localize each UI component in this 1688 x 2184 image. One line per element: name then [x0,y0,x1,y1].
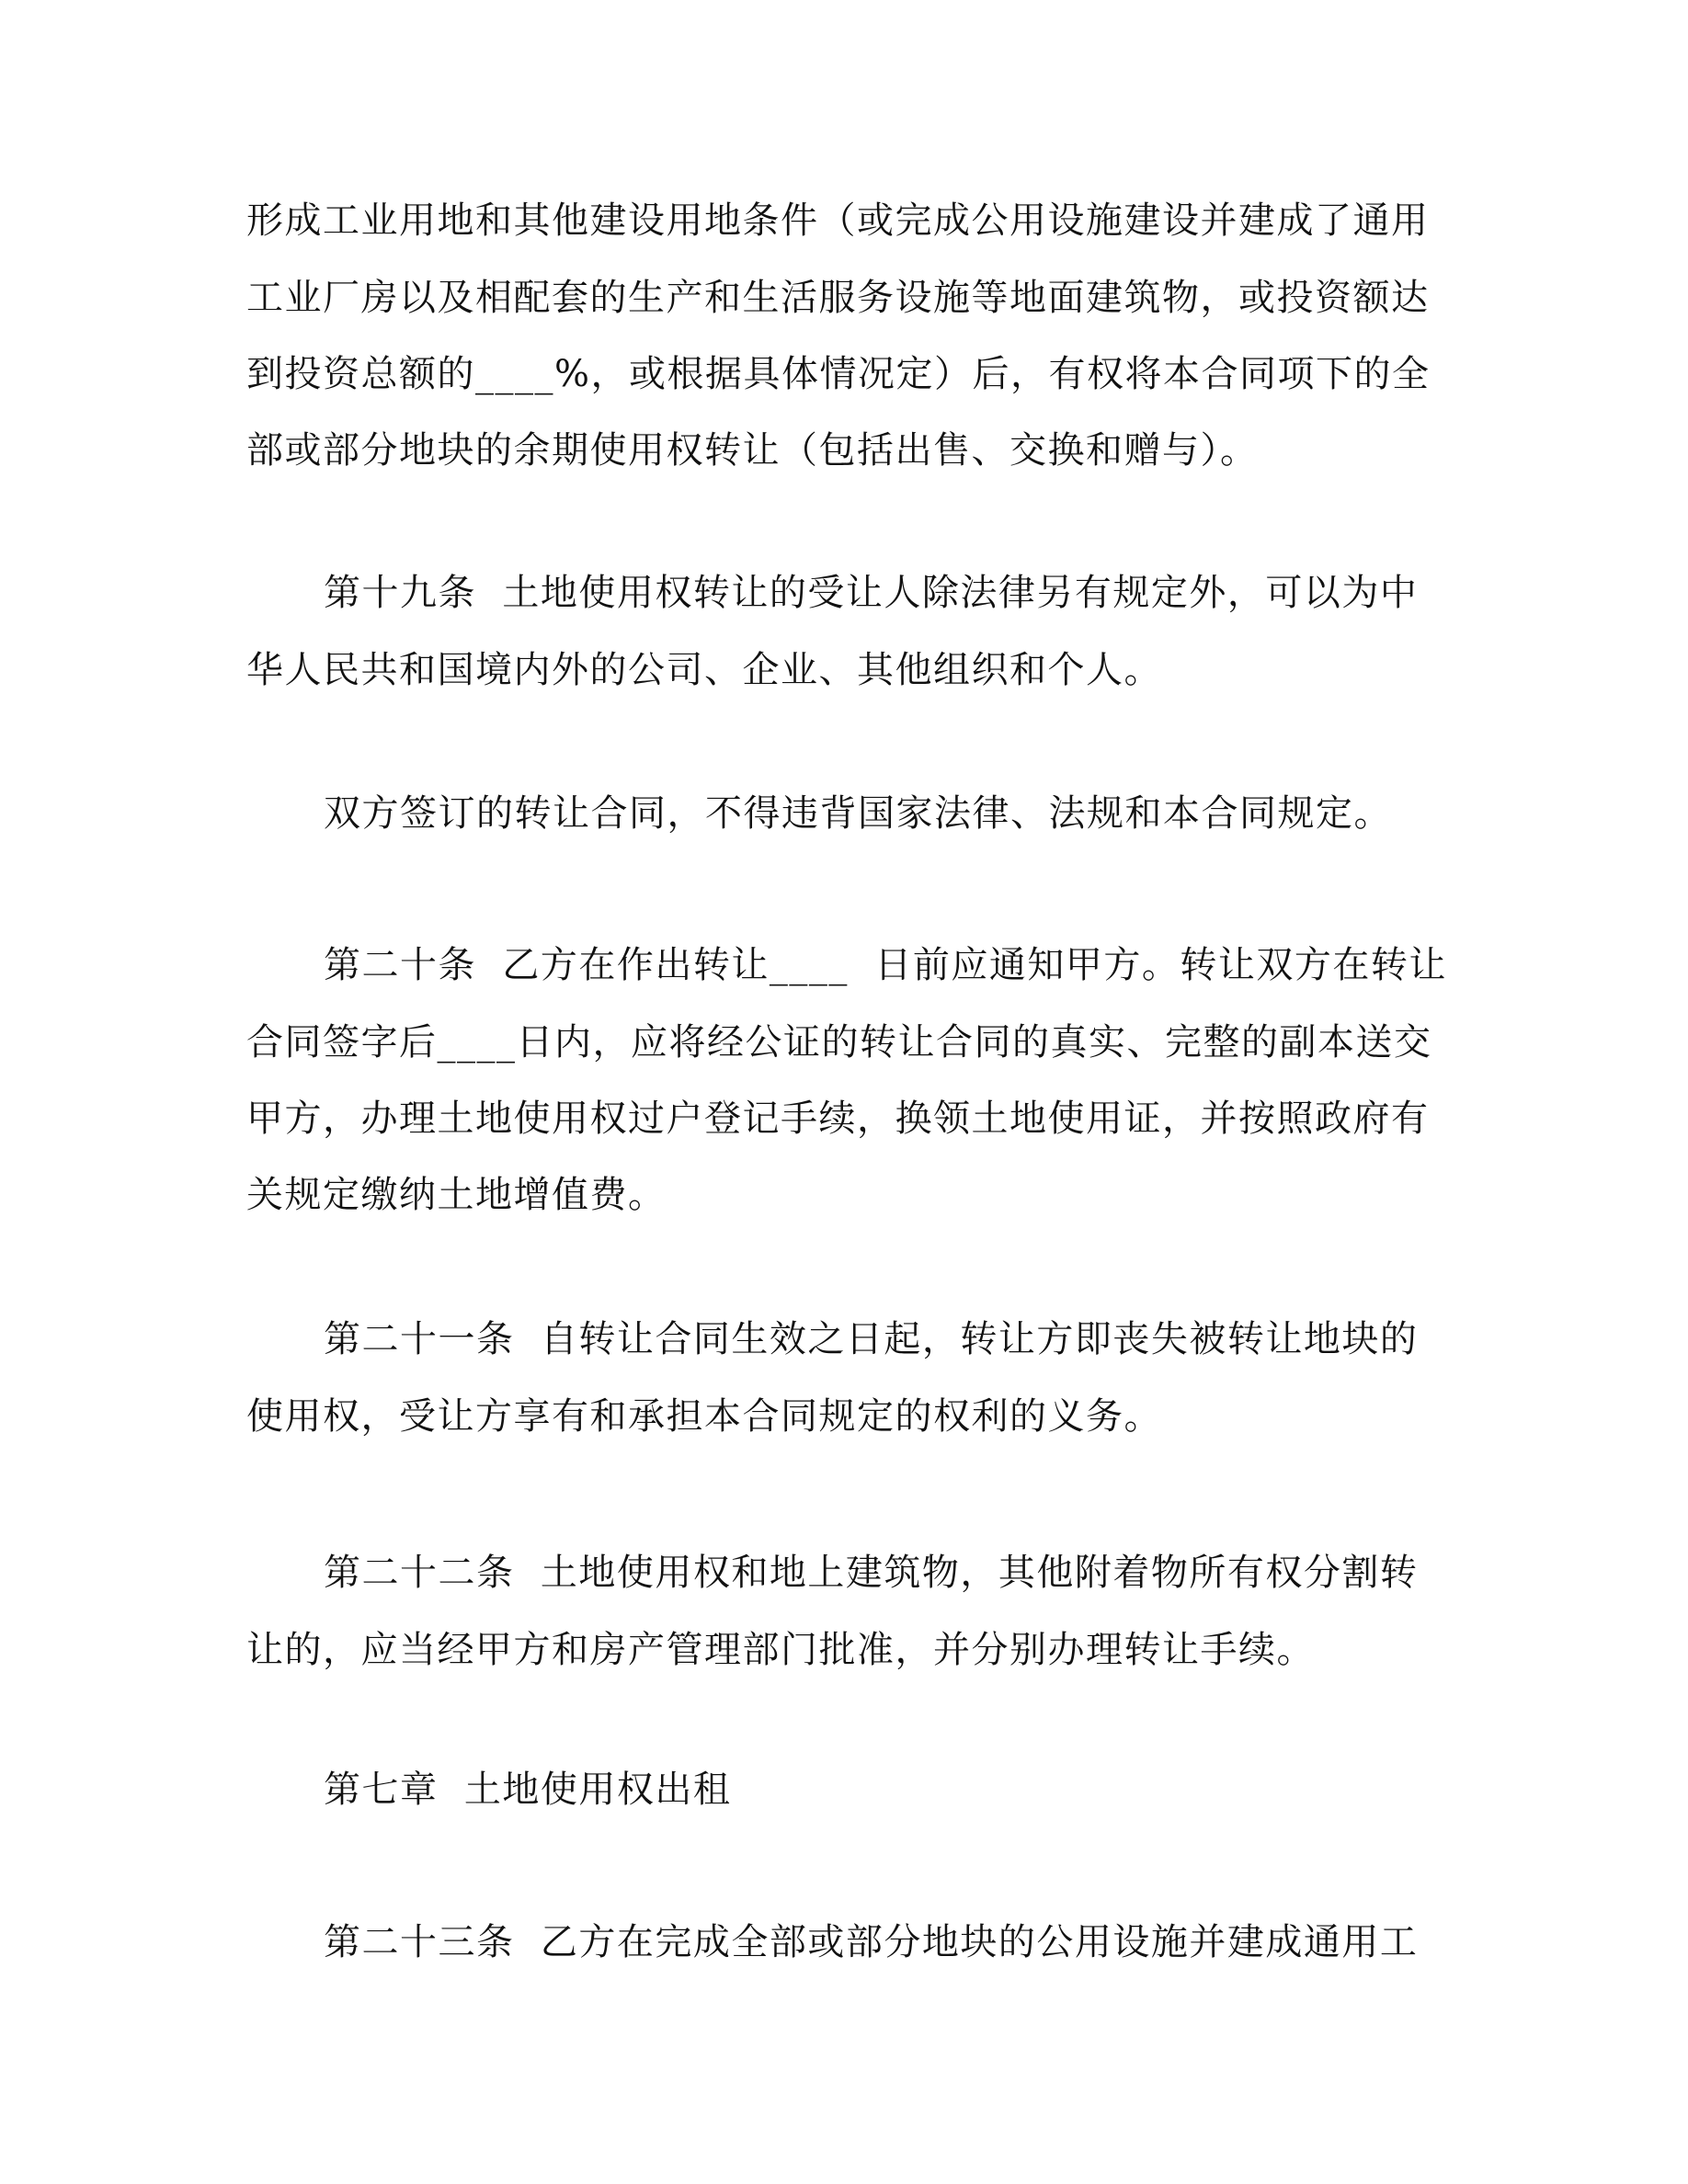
article-23-first-line: 第二十三条 乙方在完成全部或部分地块的公用设施并建成通用工 [324,1921,1419,1963]
article-21-first-line: 第二十一条 自转让合同生效之日起，转让方即丧失被转让地块的 [324,1318,1419,1360]
article-22-first-line: 第二十二条 土地使用权和地上建筑物，其他附着物所有权分割转 [324,1552,1419,1594]
paragraph-line: 到投资总额的____%，或根据具体情况定）后，有权将本合同项下的全 [246,353,1431,395]
chapter-heading: 第七章 土地使用权出租 [324,1769,732,1811]
paragraph-line: 甲方，办理土地使用权过户登记手续，换领土地使用证，并按照政府有 [246,1098,1430,1140]
article-20-first-line: 第二十条 乙方在作出转让____ 日前应通知甲方。转让双方在转让 [324,944,1447,986]
paragraph-line: 华人民共和国境内外的公司、企业、其他组织和个人。 [246,649,1162,691]
paragraph-line: 使用权，受让方享有和承担本合同规定的权利的义务。 [246,1395,1162,1438]
article-19-first-line: 第十九条 土地使用权转让的受让人除法律另有规定外，可以为中 [324,572,1419,614]
paragraph-line: 工业厂房以及相配套的生产和生活服务设施等地面建筑物，或投资额达 [246,277,1430,319]
paragraph-line: 关规定缴纳土地增值费。 [246,1174,667,1216]
paragraph-line: 合同签字后____日内，应将经公证的转让合同的真实、完整的副本送交 [246,1021,1432,1064]
paragraph-line: 让的，应当经甲方和房产管理部门批准，并分别办理转让手续。 [246,1629,1315,1671]
paragraph-line: 双方签订的转让合同，不得违背国家法律、法规和本合同规定。 [324,792,1392,835]
paragraph-line: 形成工业用地和其他建设用地条件（或完成公用设施建设并建成了通用 [246,199,1430,242]
paragraph-line: 部或部分地块的余期使用权转让（包括出售、交换和赠与）。 [246,429,1259,472]
